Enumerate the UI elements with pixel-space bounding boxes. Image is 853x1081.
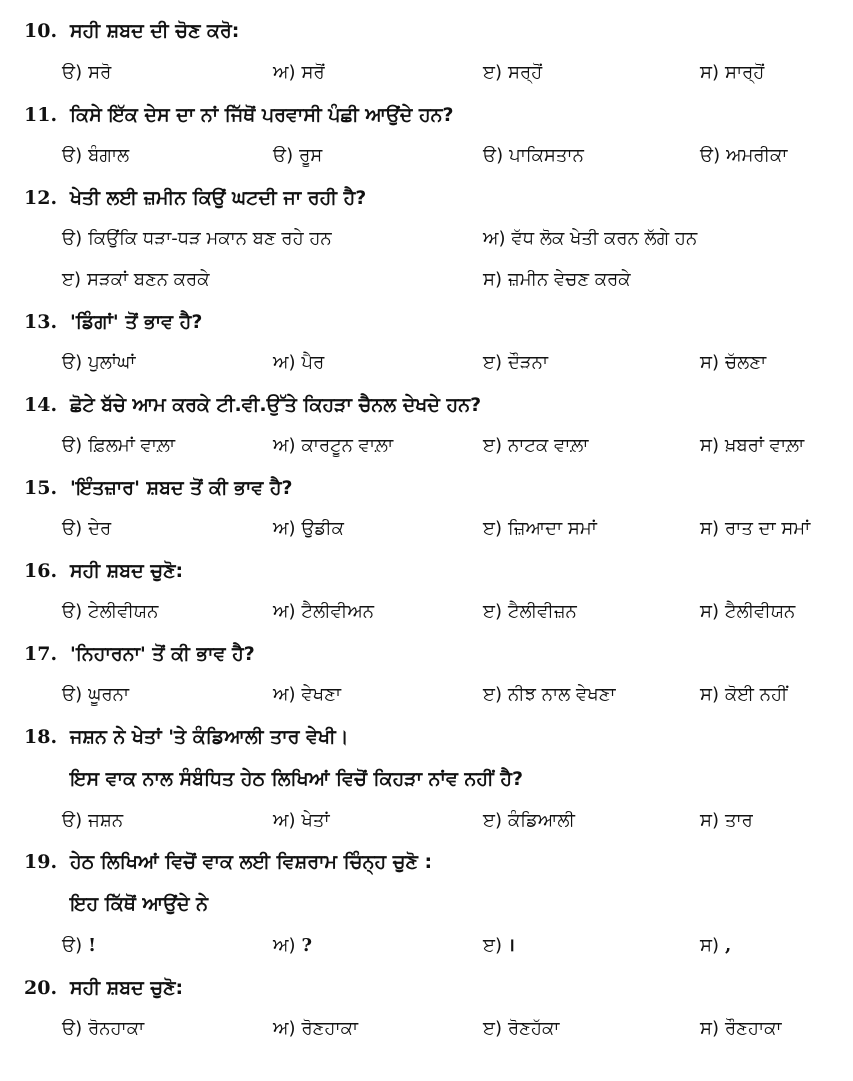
option-c: [483, 931, 515, 961]
option-text: ਜ਼ਿਆਦਾ ਸਮਾਂ: [508, 518, 597, 539]
option-text: ਟੈਲੀਵੀਜ਼ਨ: [508, 601, 577, 622]
question-text: ਸਹੀ ਸ਼ਬਦ ਚੁਣੋ:: [70, 560, 184, 582]
option-a: [62, 431, 175, 461]
question-text: ਸਹੀ ਸ਼ਬਦ ਚੁਣੋ:: [70, 977, 184, 999]
question-heading: [24, 473, 293, 503]
option-text: ਵੇਖਣਾ: [301, 684, 342, 705]
question-number: 17.: [24, 643, 58, 665]
option-label: ੳ): [700, 145, 721, 166]
option-text: ਰੋਣਹੱਕਾ: [508, 1018, 560, 1039]
option-d: [700, 514, 810, 544]
option-text: ਫ਼ਿਲਮਾਂ ਵਾਲ਼ਾ: [88, 435, 176, 456]
question-number: 16.: [24, 560, 58, 582]
option-label: ਅ): [273, 601, 296, 622]
option-text: ਉਡੀਕ: [301, 518, 344, 539]
option-d: [700, 680, 787, 710]
option-label: ੳ): [62, 145, 83, 166]
option-a: [62, 141, 129, 171]
option-text: ਚੱਲਣਾ: [725, 352, 767, 373]
option-text: ਪਾਕਿਸਤਾਨ: [509, 145, 584, 166]
question-text: ਕਿਸੇ ਇੱਕ ਦੇਸ ਦਾ ਨਾਂ ਜਿੱਥੋਂ ਪਰਵਾਸੀ ਪੰਛੀ ਆਉਂਦੇ ਹਨ?: [70, 104, 454, 126]
option-label: ੳ): [62, 518, 83, 539]
option-d: [700, 58, 764, 88]
question-subtext: ਇਹ ਕਿੱਥੋਂ ਆਉਂਦੇ ਨੇ: [70, 893, 209, 915]
option-text: ਜ਼ਮੀਨ ਵੇਚਣ ਕਰਕੇ: [508, 269, 631, 290]
option-label: ੳ): [62, 352, 83, 373]
option-label: ੳ): [273, 145, 294, 166]
option-text: ?: [301, 935, 313, 956]
question-number: 10.: [24, 20, 58, 42]
option-b: [273, 514, 344, 544]
option-c: [483, 597, 577, 627]
option-b: [483, 224, 697, 254]
option-c: [483, 680, 616, 710]
option-label: ੳ): [62, 1018, 83, 1039]
question-text: 'ਨਿਹਾਰਨਾ' ਤੋਂ ਕੀ ਭਾਵ ਹੈ?: [70, 643, 255, 665]
option-b: [273, 58, 325, 88]
option-text: ਸਾਰ੍ਹੋਂ: [725, 62, 765, 83]
question-heading: [24, 847, 432, 877]
option-text: ਕੋਈ ਨਹੀਂ: [725, 684, 788, 705]
option-text: ਅਮਰੀਕਾ: [726, 145, 788, 166]
option-text: ਦੇਰ: [88, 518, 112, 539]
question-text: ਛੋਟੇ ਬੱਚੇ ਆਮ ਕਰਕੇ ਟੀ.ਵੀ.ਉੱਤੇ ਕਿਹੜਾ ਚੈਨਲ ਦੇਖਦੇ ਹਨ?: [70, 394, 482, 416]
option-label: ਸ): [700, 935, 720, 956]
option-d: [700, 597, 795, 627]
option-text: ਕਿਉਂਕਿ ਧੜਾ-ਧੜ ਮਕਾਨ ਬਣ ਰਹੇ ਹਨ: [88, 228, 332, 249]
option-a: [62, 931, 96, 961]
option-text: ,: [725, 935, 732, 956]
option-d: [700, 431, 804, 461]
option-b: [273, 431, 393, 461]
option-label: ਸ): [700, 62, 720, 83]
option-text: ਵੱਧ ਲੋਕ ਖੇਤੀ ਕਰਨ ਲੱਗੇ ਹਨ: [511, 228, 698, 249]
option-c: [62, 265, 209, 295]
option-label: ਸ): [700, 1018, 720, 1039]
option-text: ਤਾਰ: [725, 810, 753, 831]
option-text: ਖ਼ਬਰਾਂ ਵਾਲ਼ਾ: [725, 435, 805, 456]
option-b: [273, 141, 322, 171]
option-b: [273, 1014, 358, 1044]
question-text: ਜਸ਼ਨ ਨੇ ਖੇਤਾਂ 'ਤੇ ਕੰਡਿਆਲੀ ਤਾਰ ਵੇਖੀ।: [70, 726, 349, 748]
option-d: [700, 931, 731, 961]
option-b: [273, 597, 374, 627]
option-text: ਪੁਲਾਂਘਾਂ: [88, 352, 136, 373]
option-label: ੲ): [483, 601, 503, 622]
option-text: ਸਰ੍ਹੋਂ: [508, 62, 543, 83]
question-text: 'ਇੰਤਜ਼ਾਰ' ਸ਼ਬਦ ਤੋਂ ਕੀ ਭਾਵ ਹੈ?: [70, 477, 293, 499]
option-text: ਟੈਲੀਵੀਅਨ: [301, 601, 375, 622]
question-heading: [24, 722, 349, 752]
option-label: ੳ): [62, 810, 83, 831]
option-d: [700, 1014, 782, 1044]
option-text: ਸਰੋ: [88, 62, 112, 83]
option-text: ਰੋਨਹਾਕਾ: [88, 1018, 145, 1039]
question-subtext: ਇਸ ਵਾਕ ਨਾਲ ਸੰਬੰਧਿਤ ਹੇਠ ਲਿਖਿਆਂ ਵਿਚੋਂ ਕਿਹੜਾ ਨਾਂਵ ਨਹੀਂ ਹੈ?: [70, 768, 524, 790]
question-text: 'ਡਿੰਗਾਂ' ਤੋਂ ਭਾਵ ਹੈ?: [70, 311, 203, 333]
question-heading: [24, 973, 183, 1003]
option-label: ਸ): [700, 601, 720, 622]
question-number: 20.: [24, 977, 58, 999]
option-label: ਅ): [273, 1018, 296, 1039]
option-label: ਅ): [273, 935, 296, 956]
option-text: ਦੌੜਨਾ: [508, 352, 549, 373]
option-text: ਰਾਤ ਦਾ ਸਮਾਂ: [725, 518, 811, 539]
question-number: 11.: [24, 104, 58, 126]
option-label: ਸ): [483, 269, 503, 290]
option-label: ਸ): [700, 684, 720, 705]
question-number: 19.: [24, 851, 58, 873]
option-a: [62, 680, 129, 710]
option-label: ਅ): [483, 228, 506, 249]
option-label: ਅ): [273, 352, 296, 373]
question-heading: [24, 556, 183, 586]
option-d: [483, 265, 631, 295]
option-label: ੲ): [483, 1018, 503, 1039]
option-text: ।: [508, 935, 515, 956]
question-number: 14.: [24, 394, 58, 416]
question-text: ਹੇਠ ਲਿਖਿਆਂ ਵਿਚੋਂ ਵਾਕ ਲਈ ਵਿਸ਼ਰਾਮ ਚਿੰਨ੍ਹ ਚੁਣੋ :: [70, 851, 433, 873]
option-label: ਸ): [700, 435, 720, 456]
option-label: ੳ): [62, 935, 83, 956]
option-label: ੲ): [483, 62, 503, 83]
option-a: [62, 597, 158, 627]
option-label: ਅ): [273, 518, 296, 539]
option-label: ੳ): [62, 684, 83, 705]
option-label: ਅ): [273, 810, 296, 831]
option-text: ਨੀਝ ਨਾਲ ਵੇਖਣਾ: [508, 684, 616, 705]
option-text: ਰੌਣਹਾਕਾ: [725, 1018, 782, 1039]
option-c: [483, 514, 597, 544]
question-number: 15.: [24, 477, 58, 499]
option-c: [483, 348, 548, 378]
question-heading: [24, 639, 255, 669]
option-label: ੲ): [483, 684, 503, 705]
option-a: [62, 514, 111, 544]
option-a: [62, 806, 123, 836]
question-heading: [24, 183, 366, 213]
option-b: [273, 348, 324, 378]
question-number: 13.: [24, 311, 58, 333]
option-label: ੲ): [483, 435, 503, 456]
option-text: ਜਸ਼ਨ: [88, 810, 124, 831]
question-text: ਸਹੀ ਸ਼ਬਦ ਦੀ ਚੋਣ ਕਰੋ:: [70, 20, 240, 42]
option-text: !: [88, 935, 96, 956]
option-label: ੳ): [62, 601, 83, 622]
option-c: [483, 58, 542, 88]
option-text: ਸਰੋਂ: [301, 62, 325, 83]
option-text: ਟੇਲੀਵੀਯਨ: [88, 601, 159, 622]
question-heading: [24, 390, 481, 420]
option-text: ਕੰਡਿਆਲੀ: [508, 810, 575, 831]
option-text: ਬੰਗਾਲ: [88, 145, 130, 166]
option-text: ਰੋਣਹਾਕਾ: [301, 1018, 359, 1039]
option-label: ਅ): [273, 684, 296, 705]
option-b: [273, 680, 341, 710]
option-a: [62, 224, 332, 254]
question-number: 18.: [24, 726, 58, 748]
option-label: ੲ): [483, 518, 503, 539]
option-text: ਖੇਤਾਂ: [301, 810, 330, 831]
option-label: ੲ): [483, 935, 503, 956]
option-d: [700, 348, 766, 378]
option-b: [273, 931, 312, 961]
option-d: [700, 141, 787, 171]
option-label: ਸ): [700, 518, 720, 539]
option-c: [483, 431, 588, 461]
option-label: ੲ): [62, 269, 82, 290]
option-d: [700, 806, 753, 836]
option-a: [62, 348, 135, 378]
option-c: [483, 141, 584, 171]
option-text: ਸੜਕਾਂ ਬਣਨ ਕਰਕੇ: [87, 269, 210, 290]
option-text: ਟੈਲੀਵੀਯਨ: [725, 601, 796, 622]
option-label: ਸ): [700, 810, 720, 831]
option-label: ੲ): [483, 352, 503, 373]
option-label: ੲ): [483, 810, 503, 831]
question-heading: [24, 16, 239, 46]
option-c: [483, 806, 575, 836]
option-label: ਅ): [273, 62, 296, 83]
question-text: ਖੇਤੀ ਲਈ ਜ਼ਮੀਨ ਕਿਉਂ ਘਟਦੀ ਜਾ ਰਹੀ ਹੈ?: [70, 187, 367, 209]
option-label: ਸ): [700, 352, 720, 373]
option-label: ੳ): [62, 62, 83, 83]
option-text: ਘੂਰਨਾ: [88, 684, 130, 705]
option-label: ੳ): [62, 435, 83, 456]
option-label: ਅ): [273, 435, 296, 456]
option-text: ਕਾਰਟੂਨ ਵਾਲ਼ਾ: [301, 435, 394, 456]
option-c: [483, 1014, 559, 1044]
option-a: [62, 1014, 144, 1044]
option-label: ੳ): [483, 145, 504, 166]
question-heading: [24, 307, 202, 337]
option-text: ਨਾਟਕ ਵਾਲ਼ਾ: [508, 435, 589, 456]
option-b: [273, 806, 330, 836]
option-a: [62, 58, 111, 88]
option-text: ਪੈਰ: [301, 352, 325, 373]
question-number: 12.: [24, 187, 58, 209]
option-text: ਰੂਸ: [299, 145, 323, 166]
question-heading: [24, 100, 454, 130]
option-label: ੳ): [62, 228, 83, 249]
